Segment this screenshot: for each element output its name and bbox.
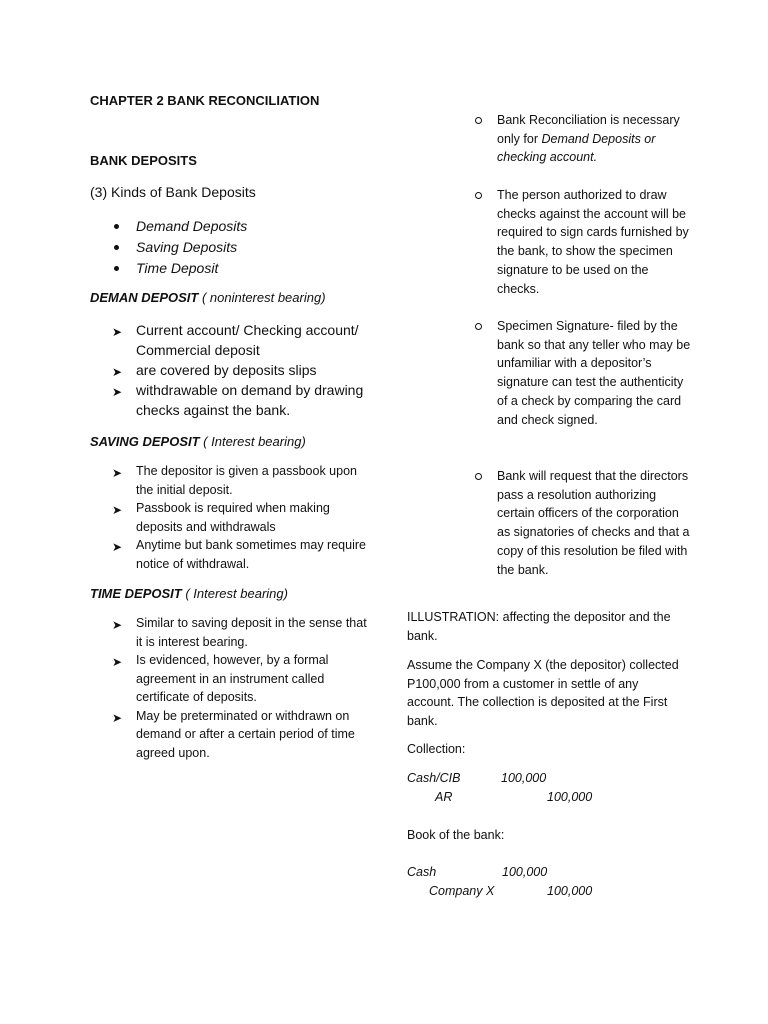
collection-debit-amount: 100,000 xyxy=(501,771,547,785)
collection-label: Collection: xyxy=(407,742,466,756)
arrowhead-bullet-icon: ➤ xyxy=(112,385,123,399)
bank-debit-amount: 100,000 xyxy=(502,865,548,879)
list-item: Demand Deposits xyxy=(114,216,247,237)
circle-bullet-icon xyxy=(475,192,482,199)
time-list xyxy=(112,614,372,762)
demand-heading: DEMAN DEPOSIT ( noninterest bearing) xyxy=(90,290,326,305)
collection-credit-account: AR xyxy=(435,790,453,804)
arrowhead-bullet-icon: ➤ xyxy=(112,618,123,632)
list-item: ➤ May be preterminated or withdrawn on demand or after a certain period of time agreed upon. xyxy=(112,708,355,760)
bullet-icon xyxy=(114,224,119,229)
list-item: ➤ Current account/ Checking account/ Commercial deposit xyxy=(112,322,359,358)
bank-credit-amount: 100,000 xyxy=(547,884,593,898)
list-item: ➤ The depositor is given a passbook upon the initial deposit. xyxy=(112,464,357,497)
illustration-text: ILLUSTRATION: affecting the depositor and the bank. xyxy=(407,610,671,643)
circle-bullet-icon xyxy=(475,323,482,330)
note-1 xyxy=(473,111,693,167)
bank-debit-account: Cash xyxy=(407,865,437,879)
demand-list xyxy=(112,320,372,420)
time-heading: TIME DEPOSIT ( Interest bearing) xyxy=(90,586,288,601)
circle-bullet-icon xyxy=(475,473,482,480)
list-item: ➤ withdrawable on demand by drawing checks against the bank. xyxy=(112,382,364,418)
arrowhead-bullet-icon: ➤ xyxy=(112,466,123,480)
arrowhead-bullet-icon: ➤ xyxy=(112,655,123,669)
list-item: ➤ are covered by deposits slips xyxy=(112,360,372,380)
assume-text: Assume the Company X (the depositor) collected P100,000 from a customer in settle of any account. The collection is deposited at the First bank. xyxy=(407,658,679,728)
saving-heading: SAVING DEPOSIT ( Interest bearing) xyxy=(90,434,306,449)
list-item: Specimen Signature- filed by the bank so that any teller who may be unfamiliar with a depositor’s signature can test the authenticity of a check by comparing the card and check signed. xyxy=(473,317,693,429)
kinds-title: (3) Kinds of Bank Deposits xyxy=(90,184,256,200)
bank-credit-account: Company X xyxy=(429,884,495,898)
list-item: Bank Reconciliation is necessary only for Demand Deposits or checking account. xyxy=(473,111,693,167)
list-item: ➤ Is evidenced, however, by a formal agreement in an instrument called certificate of deposits. xyxy=(112,653,329,704)
bullet-icon xyxy=(114,245,119,250)
list-item: ➤ Anytime but bank sometimes may require notice of withdrawal. xyxy=(112,538,366,571)
collection-debit-account: Cash/CIB xyxy=(407,771,461,785)
list-item: Saving Deposits xyxy=(114,237,247,258)
arrowhead-bullet-icon: ➤ xyxy=(112,540,123,554)
list-item: Time Deposit xyxy=(114,258,247,279)
chapter-title: CHAPTER 2 BANK RECONCILIATION xyxy=(90,93,320,108)
bullet-icon xyxy=(114,266,119,271)
arrowhead-bullet-icon: ➤ xyxy=(112,365,123,379)
bank-book-label: Book of the bank: xyxy=(407,828,505,842)
section-title: BANK DEPOSITS xyxy=(90,153,197,168)
arrowhead-bullet-icon: ➤ xyxy=(112,503,123,517)
collection-credit-amount: 100,000 xyxy=(547,790,593,804)
arrowhead-bullet-icon: ➤ xyxy=(112,325,123,339)
list-item: The person authorized to draw checks against the account will be required to sign cards furnished by the bank, to show the specimen signature to be used on the checks. xyxy=(473,186,693,298)
list-item: ➤ Similar to saving deposit in the sense that it is interest bearing. xyxy=(112,616,367,649)
kinds-list xyxy=(114,216,247,279)
saving-list xyxy=(112,462,367,573)
list-item: ➤ Passbook is required when making deposits and withdrawals xyxy=(112,501,330,534)
note-3 xyxy=(473,317,693,429)
note-4 xyxy=(473,467,693,579)
arrowhead-bullet-icon: ➤ xyxy=(112,710,123,725)
list-item: Bank will request that the directors pass a resolution authorizing certain officers of the corporation as signatories of checks and that a copy of this resolution be filed with the bank. xyxy=(473,467,693,579)
circle-bullet-icon xyxy=(475,117,482,124)
note-2 xyxy=(473,186,693,298)
